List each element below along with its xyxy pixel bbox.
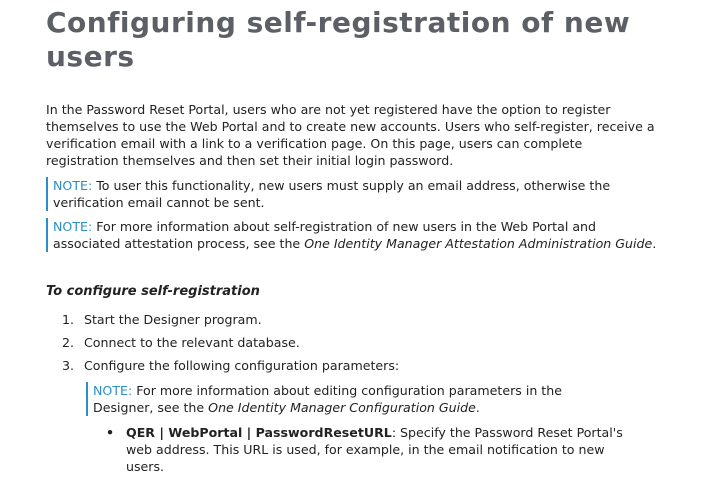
procedure-title: To configure self-registration [46,284,260,299]
parameter-name: QER | WebPortal | PasswordResetURL [126,425,392,440]
note-text: For more information about self-registration of new users in the Web Portal and associated attestation process, see the [53,219,597,251]
parameter-description: : Specify the Password Reset Portal's web address. This URL is used, for example, in the email notification to new users. [126,425,623,474]
note-text-end: . [652,236,657,251]
note-label: NOTE: [53,219,93,234]
guide-title: One Identity Manager Attestation Administration Guide [304,236,653,251]
note-text: To user this functionality, new users must supply an email address, otherwise the verification email cannot be sent. [53,178,611,210]
bullet-dot: • [106,425,115,440]
step-number: 2. [62,335,75,350]
step-3 [62,357,399,374]
step-text: Connect to the relevant database. [84,335,300,350]
guide-title: One Identity Manager Configuration Guide [208,400,476,415]
note-text: For more information about editing configuration parameters in the Designer, see the [93,383,562,415]
step-text: Start the Designer program. [84,312,262,327]
step-1 [62,311,262,328]
note-text-end: . [475,400,480,415]
step-number: 3. [62,358,75,373]
step-text: Configure the following configuration parameters: [84,358,400,373]
note-attestation-guide [46,218,658,252]
parameter-bullet [106,424,646,475]
note-configuration-guide [86,382,613,416]
note-email-required [46,177,658,211]
note-label: NOTE: [53,178,93,193]
step-2 [62,334,300,351]
step-number: 1. [62,312,75,327]
intro-paragraph: In the Password Reset Portal, users who are not yet registered have the option to register themselves to use the Web Portal and to create new accounts. Users who self-register, receive a verification email with a link to a verification page. On this page, users can complete registration themselves and then set their initial login password. [46,102,655,168]
page-title: Configuring self-registration of new users [46,6,631,73]
note-label: NOTE: [93,383,133,398]
